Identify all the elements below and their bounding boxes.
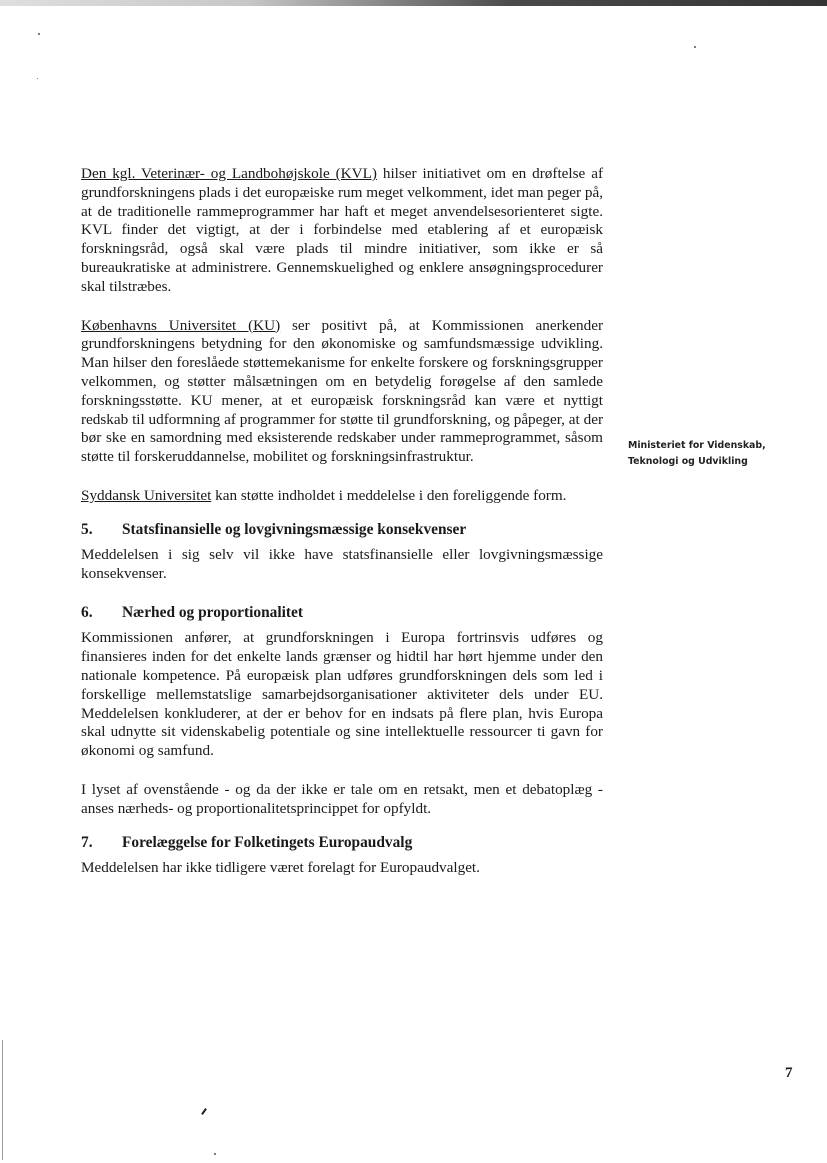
- section-number: 7.: [81, 833, 93, 851]
- page-number: 7: [785, 1065, 793, 1081]
- scan-edge: [0, 0, 827, 6]
- section-heading-7: [81, 833, 603, 852]
- section-heading-6: [81, 603, 603, 622]
- scan-speck: [214, 1153, 216, 1155]
- section-title: Forelæggelse for Folketingets Europaudvalg: [122, 833, 413, 851]
- org-kvl: Den kgl. Veterinær- og Landbohøjskole (KVL): [81, 165, 377, 182]
- section-heading-5: [81, 520, 603, 539]
- paragraph-sdu: [81, 487, 603, 506]
- paragraph-ku: [81, 317, 603, 467]
- ministry-line-2: Teknologi og Udvikling: [628, 456, 748, 467]
- section-6-body-2: I lyset af ovenstående - og da der ikke er tale om en retsakt, men et debatoplæg - anses nærheds- og proportionalitetsprincippet for opfyldt.: [81, 780, 603, 817]
- paragraph-ku-text: ser positivt på, at Kommissionen anerkender grundforskningens betydning for den økonomiske og samfundsmæssige udvikling. Man hilser den foreslåede støttemekanisme for enkelte forskere og forskningsgrupper velkommen, og støtter målsætningen om en betydelig forøgelse af den samlede forskningsstøtte. KU mener, at et europæisk forskningsråd kan være et nyttigt redskab til udformning af programmer for støtte til grundforskning, og påpeger, at der bør ske en samordning med eksisterende redskaber under rammeprogrammet, såsom støtte til forskeruddannelse, mobilitet og forskningsinfrastruktur.: [81, 316, 604, 466]
- paragraph-kvl-text: hilser initiativet om en drøftelse af grundforskningens plads i det europæiske rum meget velkomment, idet man peger på, at de traditionelle rammeprogrammer har haft et meget anvendelsesorienteret sigte. KVL finder det vigtigt, at der i forbindelse med etablering af et europæisk forskningsråd, også skal være plads til mindre initiativer, som ikke er så bureaukratiske at administrere. Gennemskuelighed og enklere ansøgningsprocedurer skal tilstræbes.: [81, 165, 603, 295]
- document-body: [81, 165, 603, 877]
- section-title: Nærhed og proportionalitet: [122, 604, 303, 622]
- section-title: Statsfinansielle og lovgivningsmæssige konsekvenser: [122, 520, 467, 538]
- org-ku: Københavns Universitet (KU): [81, 316, 281, 334]
- paragraph-sdu-text: kan støtte indholdet i meddelelse i den foreliggende form.: [211, 486, 567, 504]
- section-5-body: Meddelelsen i sig selv vil ikke have statsfinansielle eller lovgivningsmæssige konsekvenser.: [81, 545, 603, 582]
- ministry-line-1: Ministeriet for Videnskab,: [628, 440, 766, 451]
- scan-speck: [694, 46, 696, 48]
- org-sdu: Syddansk Universitet: [81, 486, 212, 504]
- scan-speck: [38, 33, 40, 35]
- ministry-sidebar-label: [628, 438, 818, 470]
- scan-left-edge: [2, 1040, 3, 1160]
- section-6-body-1: Kommissionen anfører, at grundforskningen i Europa fortrinsvis udføres og finansieres inden for det enkelte lands grænser og hidtil har hørt hjemme under den nationale kompetence. På europæisk plan udføres grundforskningen dels som led i forskellige mellemstatslige samarbejdsorganisationer aktiviteter dels under EU. Meddelelsen konkluderer, at der er behov for en indsats på flere plan, hvis Europa skal udnytte sit videnskabelig potentiale og sine intellektuelle ressourcer ti gavn for økonomi og samfund.: [81, 629, 603, 760]
- scan-speck: [37, 78, 38, 79]
- section-number: 6.: [81, 604, 93, 622]
- scan-mark: [201, 1108, 207, 1115]
- paragraph-kvl: [81, 165, 603, 297]
- section-number: 5.: [81, 520, 93, 538]
- section-7-body: Meddelelsen har ikke tidligere været forelagt for Europaudvalget.: [81, 858, 480, 876]
